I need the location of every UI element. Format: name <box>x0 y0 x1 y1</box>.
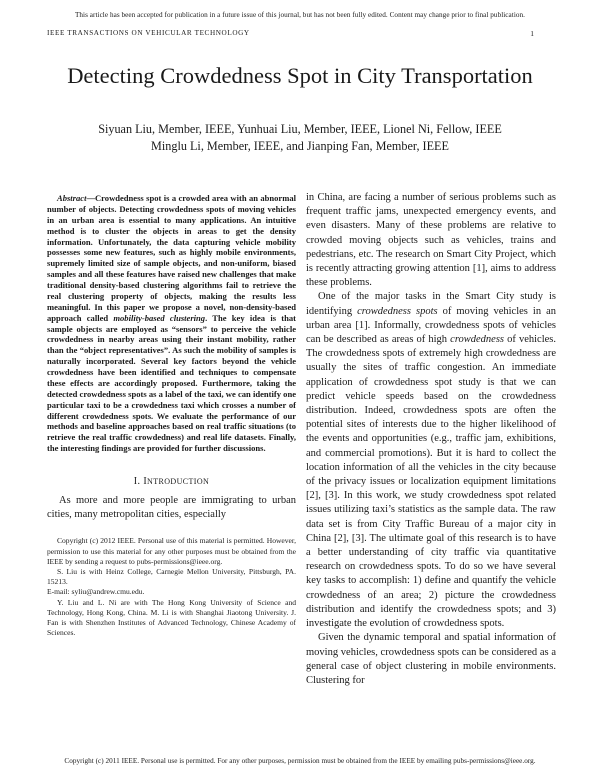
authors-line-1: Siyuan Liu, Member, IEEE, Yunhuai Liu, Member, IEEE, Lionel Ni, Fellow, IEEE <box>98 122 502 136</box>
intro-paragraph-2 <box>306 290 556 631</box>
section-title-rest: NTRODUCTION <box>147 477 210 486</box>
p2-emphasis-2: crowdedness <box>450 334 505 346</box>
left-column <box>47 193 296 638</box>
page-number: 1 <box>530 29 534 38</box>
footnote-affiliations: Y. Liu and L. Ni are with The Hong Kong University of Science and Technology, Hong Kong, China. M. Li is with Shanghai Jiaotong University. J. Fan is with Shenzhen Institutes of Advanced Technology, Chinese Academy of Sciences. <box>47 597 296 638</box>
right-column <box>306 191 556 688</box>
footnote-copyright: Copyright (c) 2012 IEEE. Personal use of this material is permitted. However, permission to use this material for any other purposes must be obtained from the IEEE by sending a request to pubs-permissions@ieee.org. <box>47 536 296 566</box>
intro-paragraph-3: Given the dynamic temporal and spatial information of moving vehicles, crowdedness spots can be considered as a general case of object clustering in mobile environments. Clustering for <box>306 632 556 686</box>
p2-emphasis-1: crowdedness spots <box>357 305 438 317</box>
section-heading-introduction <box>47 476 296 487</box>
p2-text-a: One of the major tasks in the Smart City study is identifying <box>306 291 556 317</box>
abstract-text-2: . The key idea is that sample objects are employed as “sensors” to perceive the vehicle crowdedness in nearby areas using their instant mobility, rather than the “object representatives”. As such the mobility of samples is naturally incorporated. Several key factors beyond the vehicle crowdedness have been identified and techniques to compensate these effects are accordingly proposed. Furthermore, taking the detected crowdedness spots as a label of the taxi, we can identify one particular taxi to be a crowdedness taxi which crosses a number of different crowdedness spots. We evaluate the performance of our methods and baseline approaches based on real traffic situations (to retrieve the real traffic crowdedness) and real life datasets. Finally, the interesting findings are provided for further discussions. <box>47 312 296 454</box>
author-list <box>0 121 600 155</box>
abstract <box>47 193 296 454</box>
paper-title: Detecting Crowdedness Spot in City Transportation <box>67 63 533 88</box>
copyright-notice: Copyright (c) 2011 IEEE. Personal use is permitted. For any other purposes, permission must be obtained from the IEEE by emailing pubs-permissions@ieee.org. <box>64 757 536 765</box>
p2-text-c: of vehicles. The crowdedness spots of extremely high crowdedness are usually the sites of traffic congestion. An immediate application of crowdedness spot study is that we can predict vehicle speeds based on the crowdedness distribution. Indeed, crowdedness spots are often the potential sites of interests due to the higher likelihood of the events and opportunities (e.g., traffic jam, exhibitions, and commercial promotions). But it is hard to collect the location information of all the vehicles in the city because of the privacy issues or localization equipment limitations [2], [3]. In this work, we study crowdedness spot related issues utilizing taxi’s statistics as the sample data. The raw data set is from City Traffic Bureau of a major city in China [2], [3]. The ultimate goal of this research is to have a better understanding of city traffic via quantitative research on crowdedness spots. To do so we have several key tasks to accomplish: 1) define and quantify the vehicle crowdedness of an area; 2) picture the crowdedness distribution and identify the crowdedness spots; and 3) investigate the evolution of crowdedness spots. <box>306 334 556 630</box>
p2-text-b: of moving vehicles in an urban area [1]. Informally, crowdedness spots of vehicles can be described as areas of high <box>306 305 557 346</box>
footnote-email: E-mail: syliu@andrew.cmu.edu. <box>47 587 145 597</box>
section-numeral: I. <box>133 476 141 487</box>
footnotes <box>47 536 296 638</box>
journal-running-head: IEEE TRANSACTIONS ON VEHICULAR TECHNOLOGY <box>47 29 250 37</box>
abstract-dash: — <box>86 193 95 203</box>
intro-paragraph-continued: in China, are facing a number of serious problems such as frequent traffic jams, unexpected emergency events, and even disasters. Many of these problems are relative to crowded moving objects such as vehicles, trains and pedestrians, etc. The research on Smart City Project, which is recently attracting growing attention [1], aims to address these problems. <box>306 192 556 289</box>
footnote-author-1: S. Liu is with Heinz College, Carnegie Mellon University, Pittsburgh, PA. 15213. <box>47 567 296 587</box>
authors-line-2: Minglu Li, Member, IEEE, and Jianping Fan, Member, IEEE <box>151 139 449 153</box>
abstract-text-1: Crowdedness spot is a crowded area with an abnormal number of objects. Detecting crowdedness spots of moving vehicles in an urban area is essential to many applications. An intuitive method is to cluster the objects in areas to get the density information. Unfortunately, the data capturing vehicle mobility possesses some new features, such as highly mobile environments, supremely limited size of sample objects, and non-uniform, biased samples and all these features have raised new challenges that make traditional density-based clustering algorithms fail to retrieve the real clustering property of objects, making the results less meaningful. In this paper we propose a novel, non-density-based approach called <box>47 193 296 323</box>
intro-paragraph-start: As more and more people are immigrating to urban cities, many metropolitan cities, especially <box>47 495 296 521</box>
section-initial: I <box>143 476 148 487</box>
acceptance-notice: This article has been accepted for publication in a future issue of this journal, but has not been fully edited. Content may change prior to final publication. <box>74 11 526 19</box>
abstract-label: Abstract <box>57 193 87 203</box>
abstract-emphasis: mobility-based clustering <box>113 312 206 323</box>
